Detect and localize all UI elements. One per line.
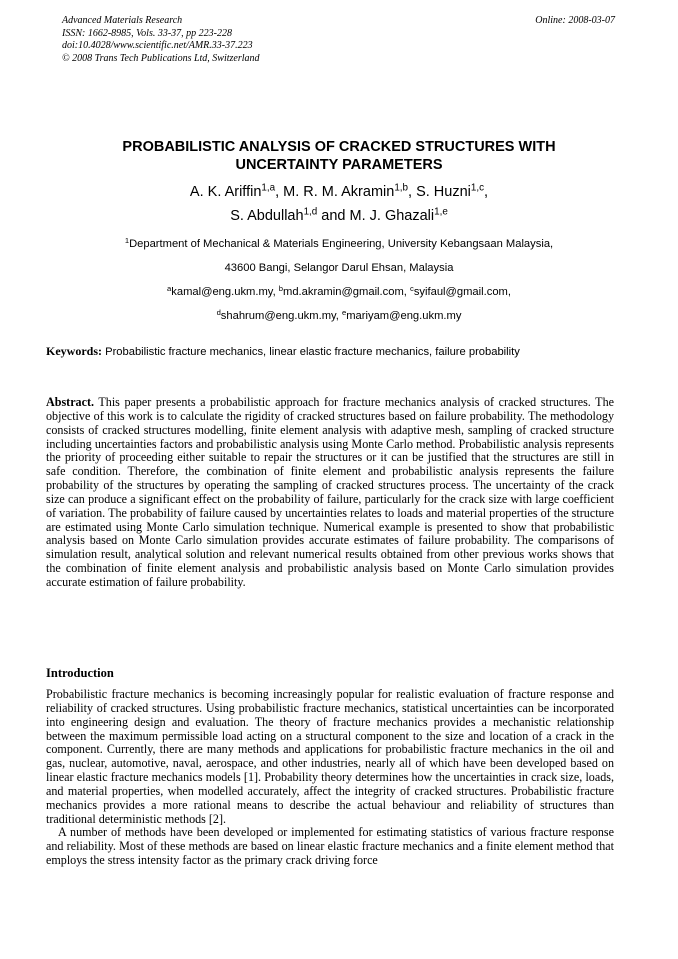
issn-line: ISSN: 1662-8985, Vols. 33-37, pp 223-228 [62, 27, 232, 39]
email-address: syifaul@gmail.com [413, 286, 508, 298]
author-line-1 [40, 180, 638, 204]
author-sup: 1,c [470, 182, 485, 194]
author-list [40, 180, 638, 228]
introduction-paragraph-2: A number of methods have been developed or implemented for estimating statistics of various fracture response and reliability. Most of these methods are based on linear elastic fracture mechanics and a finite element method that employs the stress intensity factor as the primary crack driving force [46, 825, 614, 868]
author-line-2 [40, 204, 638, 228]
affiliation-text: Department of Mechanical & Materials Engineering, University Kebangsaan Malaysia, [129, 238, 554, 250]
journal-name: Advanced Materials Research [62, 15, 183, 26]
copyright-line: © 2008 Trans Tech Publications Ltd, Switzerland [62, 52, 260, 64]
email-line-1 [30, 280, 648, 304]
abstract-text: This paper presents a probabilistic approach for fracture mechanics analysis of cracked structures. The objective of this work is to calculate the rigidity of cracked structures based on failure probability. The methodology consists of cracked structures modelling, finite element analysis with adaptive mesh, sampling of cracked structure including uncertainties factors and probabilistic analysis using Monte Carlo method. Probabilistic analysis represents the priority of proceeding either suitable to repair the structures or it can be justified that the structures are still in safe condition. Therefore, the combination of finite element and probabilistic analysis represents the failure probability of the structures by operating the sampling of cracked structures process. The uncertainty of the crack size can produce a significant effect on the probability of failure, particularly for the crack size with large coefficient of variation. The probability of failure caused by uncertainties relates to loads and material properties of the structure are estimated using Monte Carlo simulation technique. Numerical example is presented to show that probabilistic analysis based on Monte Carlo simulation provides accurate estimates of failure probability. The comparisons of simulation result, analytical solution and relevant numerical results obtained from other previous works shows that the combination of finite element analysis and probabilistic analysis based on Monte Carlo simulation provides accurate estimation of failure probability. [46, 395, 614, 589]
title-line-2: UNCERTAINTY PARAMETERS [235, 157, 443, 173]
affiliation-sup: 1 [124, 235, 130, 245]
section-heading-introduction: Introduction [46, 666, 114, 680]
title-line-1: PROBABILISTIC ANALYSIS OF CRACKED STRUCTURES WITH [122, 139, 556, 155]
email-address: kamal@eng.ukm.my [171, 286, 273, 298]
paper-title [40, 138, 638, 174]
email-sup: b [278, 283, 284, 293]
author-separator: , [408, 184, 417, 200]
introduction-body [46, 688, 614, 868]
email-sup: c [410, 283, 414, 293]
abstract-label: Abstract. [46, 395, 95, 409]
keywords-text: Probabilistic fracture mechanics, linear elastic fracture mechanics, failure probability [102, 346, 520, 358]
email-address: mariyam@eng.ukm.my [346, 310, 462, 322]
email-separator: , [403, 286, 411, 298]
author-separator: and [317, 208, 350, 224]
email-sup: a [167, 283, 172, 293]
author-separator: , [484, 184, 489, 200]
doi-line: doi:10.4028/www.scientific.net/AMR.33-37.223 [62, 40, 253, 51]
author-separator: , [275, 184, 284, 200]
email-address: shahrum@eng.ukm.my [220, 310, 336, 322]
abstract-block [46, 396, 614, 590]
affiliation-line-1 [30, 232, 648, 256]
email-address: md.akramin@gmail.com [283, 286, 404, 298]
author-name: S. Huzni [416, 184, 471, 200]
introduction-paragraph-1: Probabilistic fracture mechanics is becoming increasingly popular for realistic evaluation of fracture response and reliability of cracked structures. Using probabilistic fracture mechanics, statistical uncertainties can be incorporated into engineering design and evaluation. The theory of fracture mechanics provides a mechanistic relationship between the maximum permissible load acting on a structural component to the size and location of a crack in the component. Currently, there are many methods and applications for probabilistic fracture mechanics in the oil and gas, nuclear, automotive, naval, aerospace, and other industries, nearly all of which have been developed based on linear elastic fracture mechanics models [1]. Probability theory determines how the uncertainties in crack size, loads, and material properties, when modelled accurately, affect the integrity of cracked structures. Probabilistic fracture mechanics provides a more rational means to describe the actual behaviour and reliability of structures than traditional deterministic methods [2]. [46, 687, 614, 826]
author-sup: 1,a [261, 182, 276, 194]
email-line-2 [30, 304, 648, 328]
author-sup: 1,e [434, 206, 448, 218]
online-date: Online: 2008-03-07 [535, 15, 615, 26]
author-sup: 1,d [303, 206, 318, 218]
email-separator: , [335, 310, 342, 322]
email-separator: , [507, 286, 511, 298]
author-name: S. Abdullah [230, 208, 304, 224]
author-sup: 1,b [394, 182, 409, 194]
author-name: A. K. Ariffin [189, 184, 262, 200]
keywords-block [46, 343, 636, 360]
email-separator: , [272, 286, 279, 298]
author-name: M. J. Ghazali [349, 208, 435, 224]
email-sup: e [342, 307, 347, 317]
author-name: M. R. M. Akramin [283, 184, 395, 200]
affiliation-block [30, 232, 648, 328]
journal-header [62, 15, 260, 65]
affiliation-line-2: 43600 Bangi, Selangor Darul Ehsan, Malaysia [224, 262, 454, 274]
keywords-label: Keywords: [46, 344, 102, 358]
email-sup: d [216, 307, 221, 317]
